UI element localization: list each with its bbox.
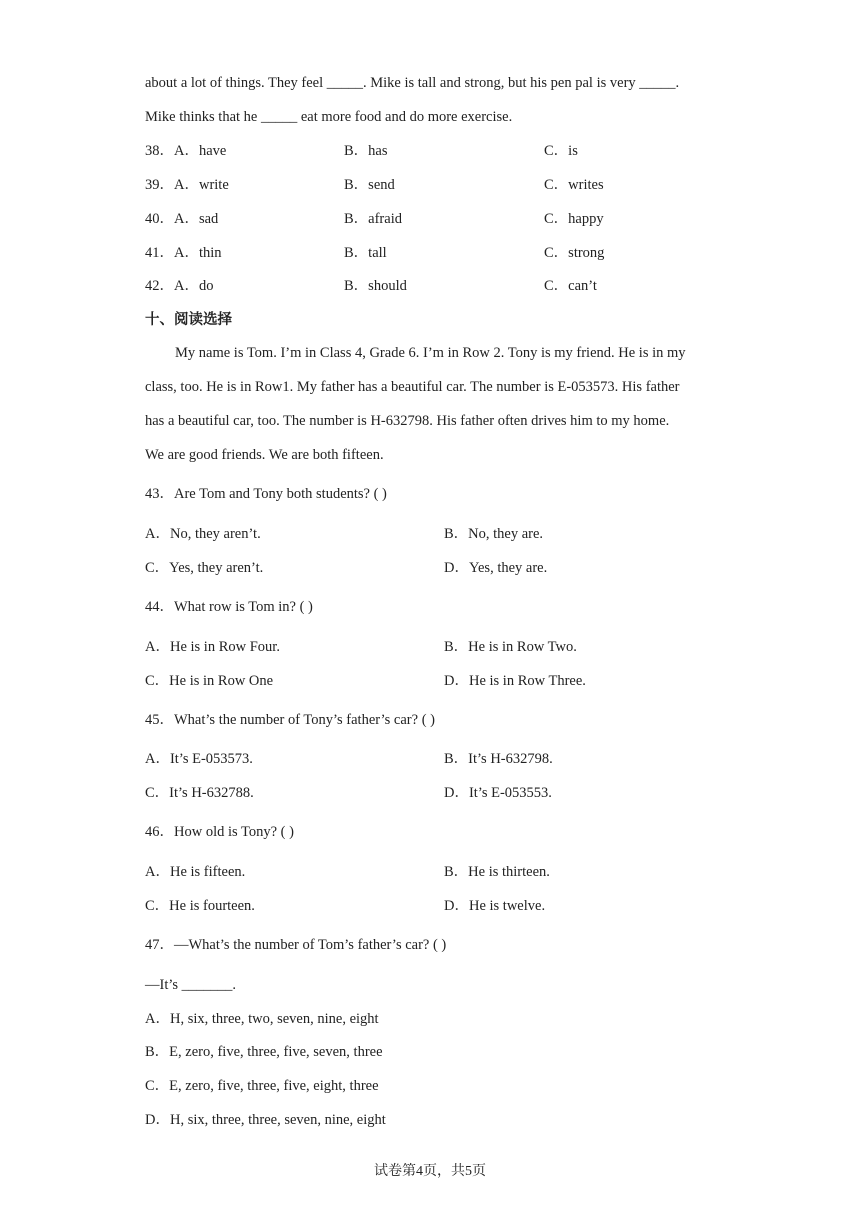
option-a: A．No, they aren’t. xyxy=(145,526,261,542)
question-number: 39． xyxy=(145,177,174,193)
answer-line: —It’s _______. xyxy=(145,977,237,993)
option-b: B．He is in Row Two. xyxy=(444,639,577,655)
passage-line: class, too. He is in Row1. My father has a beautiful car. The number is E-053573. His father xyxy=(145,379,680,395)
option-b: B．No, they are. xyxy=(444,526,544,542)
page-footer: 试卷第4页，共5页 xyxy=(374,1164,486,1179)
option-a: A．He is fifteen. xyxy=(145,864,246,880)
option-c: C．He is fourteen. xyxy=(145,898,255,914)
option-c: C．Yes, they aren’t. xyxy=(145,560,264,576)
option-b: B．He is thirteen. xyxy=(444,864,550,880)
question-stem: 46．How old is Tony? ( ) xyxy=(145,824,294,840)
option-c: C．can’t xyxy=(544,278,597,294)
intro-line-2: Mike thinks that he _____ eat more food and do more exercise. xyxy=(145,109,513,125)
question-stem: 43．Are Tom and Tony both students? ( ) xyxy=(145,486,387,502)
option-c: C．writes xyxy=(544,177,604,193)
option-b: B．should xyxy=(344,278,407,294)
option-a: A．H, six, three, two, seven, nine, eight xyxy=(145,1011,379,1027)
option-b: B．tall xyxy=(344,245,387,261)
option-a: A．sad xyxy=(174,211,219,227)
passage-line: has a beautiful car, too. The number is H-632798. His father often drives him to my home. xyxy=(145,413,670,429)
option-a: A．thin xyxy=(174,245,222,261)
option-d: D．H, six, three, three, seven, nine, eight xyxy=(145,1112,386,1128)
option-c: C．It’s H-632788. xyxy=(145,785,254,801)
option-d: D．He is twelve. xyxy=(444,898,546,914)
option-c: C．is xyxy=(544,143,578,159)
option-b: B．It’s H-632798. xyxy=(444,751,553,767)
option-d: D．He is in Row Three. xyxy=(444,673,586,689)
question-number: 42． xyxy=(145,278,174,294)
option-a: A．have xyxy=(174,143,227,159)
option-a: A．It’s E-053573. xyxy=(145,751,253,767)
question-number: 41． xyxy=(145,245,174,261)
option-b: B．E, zero, five, three, five, seven, three xyxy=(145,1044,383,1060)
question-stem: 45．What’s the number of Tony’s father’s car? ( ) xyxy=(145,712,435,728)
option-a: A．do xyxy=(174,278,214,294)
option-d: D．Yes, they are. xyxy=(444,560,548,576)
passage-line: We are good friends. We are both fifteen. xyxy=(145,447,384,463)
option-a: A．He is in Row Four. xyxy=(145,639,280,655)
question-stem: 44．What row is Tom in? ( ) xyxy=(145,599,313,615)
intro-line-1: about a lot of things. They feel _____. Mike is tall and strong, but his pen pal is very _____. xyxy=(145,75,680,91)
option-a: A．write xyxy=(174,177,229,193)
option-b: B．send xyxy=(344,177,395,193)
section-title: 十、阅读选择 xyxy=(145,312,232,328)
option-b: B．has xyxy=(344,143,388,159)
question-number: 38． xyxy=(145,143,174,159)
option-b: B．afraid xyxy=(344,211,402,227)
question-number: 40． xyxy=(145,211,174,227)
option-c: C．happy xyxy=(544,211,604,227)
option-d: D．It’s E-053553. xyxy=(444,785,552,801)
option-c: C．He is in Row One xyxy=(145,673,274,689)
option-c: C．E, zero, five, three, five, eight, three xyxy=(145,1078,379,1094)
passage-line: My name is Tom. I’m in Class 4, Grade 6. I’m in Row 2. Tony is my friend. He is in my xyxy=(175,345,686,361)
question-stem: 47．—What’s the number of Tom’s father’s car? ( ) xyxy=(145,937,447,953)
option-c: C．strong xyxy=(544,245,605,261)
